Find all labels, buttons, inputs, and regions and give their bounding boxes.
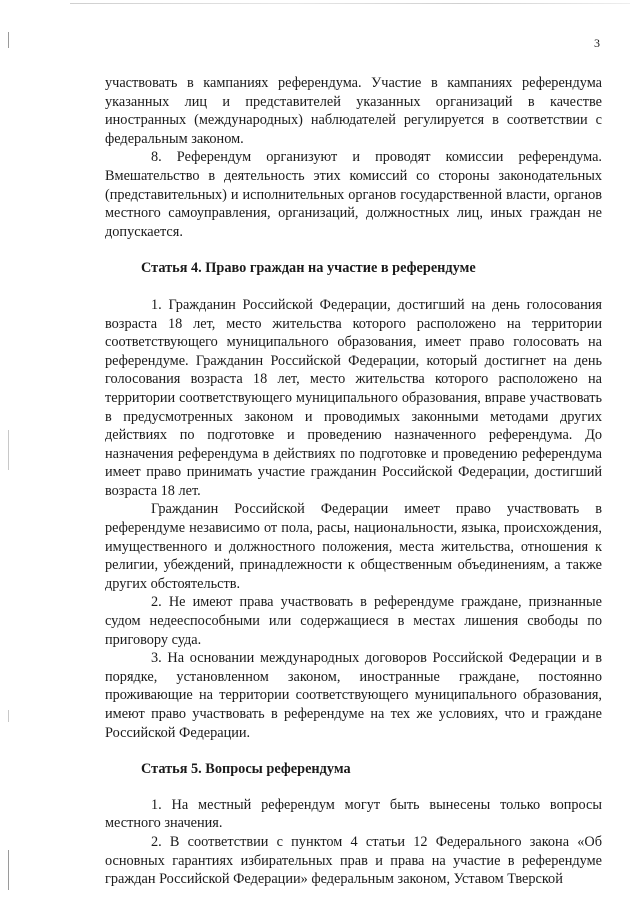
article-4-paragraph: Гражданин Российской Федерации имеет право участвовать в референдуме независимо от пола, расы, национальности, языка, происхождения, имущественного и должностного положения, места жительства, отношения к религии, убеждений, принадлежности к общественным объединениям, а также других обстоятельств. (105, 501, 602, 592)
margin-mark (8, 32, 9, 48)
paragraph-item-8: 8. Референдум организуют и проводят комиссии референдума. Вмешательство в деятельность этих комиссий со стороны законодательных (представительных) и исполнительных органов государственной власти, органов местного самоуправления, организаций, должностных лиц, иных граждан не допускается. (105, 149, 602, 240)
article-4-heading: Статья 4. Право граждан на участие в референдуме (141, 260, 476, 277)
article-4-paragraph: 2. Не имеют права участвовать в референдуме граждане, признанные судом недееспособными или содержащиеся в местах лишения свободы по приговору суда. (105, 594, 602, 648)
scan-edge-line (70, 3, 630, 4)
margin-mark (8, 710, 9, 722)
article-5-heading: Статья 5. Вопросы референдума (141, 761, 351, 778)
article-4-paragraph: 3. На основании международных договоров Российской Федерации и в порядке, установленном законом, иностранные граждане, постоянно проживающие на территории соответствующего муниципального образования, имеют право участвовать в референдуме на тех же условиях, что и граждане Российской Федерации. (105, 650, 602, 741)
margin-mark (8, 850, 9, 890)
margin-mark (8, 430, 9, 470)
paragraph-continued: участвовать в кампаниях референдума. Участие в кампаниях референдума указанных лиц и представителей указанных организаций в качестве иностранных (международных) наблюдателей регулируется в соответствии с федеральным законом. (105, 75, 602, 147)
document-body (105, 74, 602, 889)
article-5-paragraph: 2. В соответствии с пунктом 4 статьи 12 Федерального закона «Об основных гарантиях избирательных прав и права на участие в референдуме граждан Российской Федерации» федеральным законом, Уставом Тверской (105, 833, 602, 888)
page-number: 3 (594, 36, 600, 50)
article-5-paragraph: 1. На местный референдум могут быть вынесены только вопросы местного значения. (105, 796, 602, 832)
article-4-paragraph: 1. Гражданин Российской Федерации, достигший на день голосования возраста 18 лет, место жительства которого расположено на территории соответствующего муниципального образования, имеет право голосовать на референдуме. Гражданин Российской Федерации, который достигнет на день голосования возраста 18 лет, место жительства которого расположено на территории соответствующего муниципального образования, вправе участвовать в предусмотренных законом и проводимых законными методами других действиях по подготовке и проведению назначенного референдума. До назначения референдума в действиях по подготовке и проведению референдума имеет право принимать участие гражданин Российской Федерации, достигший возраста 18 лет. (105, 296, 602, 499)
